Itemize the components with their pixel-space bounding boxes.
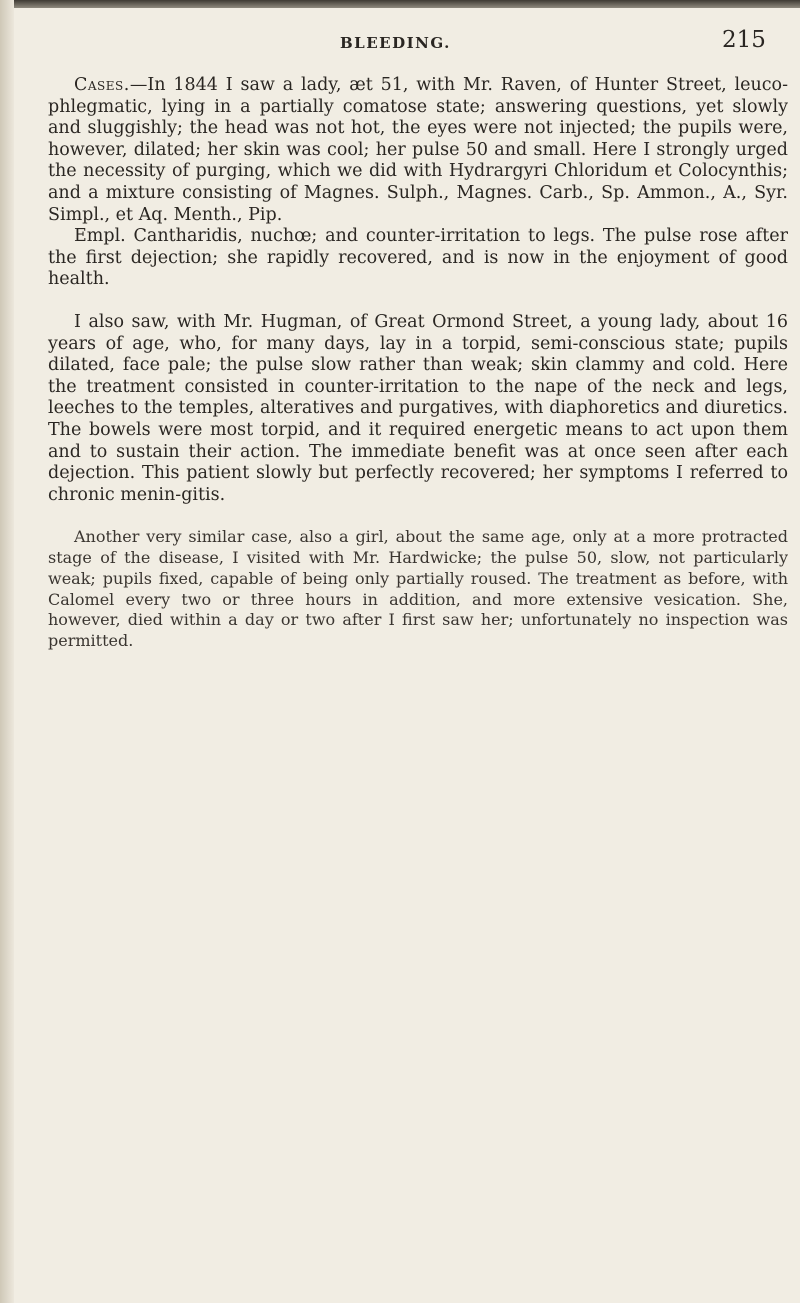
body-text [48,75,788,652]
paragraph-lead: Cases. [74,75,130,95]
paragraph-gap [48,506,788,527]
paragraph-hugman-case: I also saw, with Mr. Hugman, of Great Ormond Street, a young lady, about 16 years of age, who, for many days, lay in a torpid, semi-conscious state; pupils dilated, face pale; the pulse slow rather than weak; skin clammy and cold. Here the treatment consisted in counter-irritation to the nape of the neck and legs, leeches to the temples, alteratives and purgatives, with diaphoretics and diuretics. The bowels were most torpid, and it required energetic means to act upon them and to sustain their action. The immediate benefit was at once seen after each dejection. This patient slowly but perfectly recovered; her symptoms I referred to chronic menin-gitis. [48,311,788,505]
running-head [0,8,800,53]
paragraph-text: —In 1844 I saw a lady, æt 51, with Mr. Raven, of Hunter Street, leuco-phlegmatic, lying in a partially comatose state; answering questions, yet slowly and sluggishly; the head was not hot, the eyes were not injected; the pupils were, however, dilated; her skin was cool; her pulse 50 and small. Here I strongly urged the necessity of purging, which we did with Hydrargyri Chloridum et Colocynthis; and a mixture consisting of Magnes. Sulph., Magnes. Carb., Sp. Ammon., A., Syr. Simpl., et Aq. Menth., Pip. [48,75,788,225]
paragraph-gap [48,291,788,312]
paragraph-cases [48,75,788,226]
running-head-title: BLEEDING. [340,34,451,52]
page-number: 215 [722,27,766,53]
page-top-edge [0,0,800,8]
page-binding-edge [0,0,14,1303]
paragraph-treatment-result: Empl. Cantharidis, nuchœ; and counter-irritation to legs. The pulse rose after the first dejection; she rapidly recovered, and is now in the enjoyment of good health. [48,226,788,290]
paragraph-hardwicke-case: Another very similar case, also a girl, about the same age, only at a more protracted stage of the disease, I visited with Mr. Hardwicke; the pulse 50, slow, not particularly weak; pupils fixed, capable of being only partially roused. The treatment as before, with Calomel every two or three hours in addition, and more extensive vesication. She, however, died within a day or two after I first saw her; unfortunately no inspection was permitted. [48,527,788,651]
